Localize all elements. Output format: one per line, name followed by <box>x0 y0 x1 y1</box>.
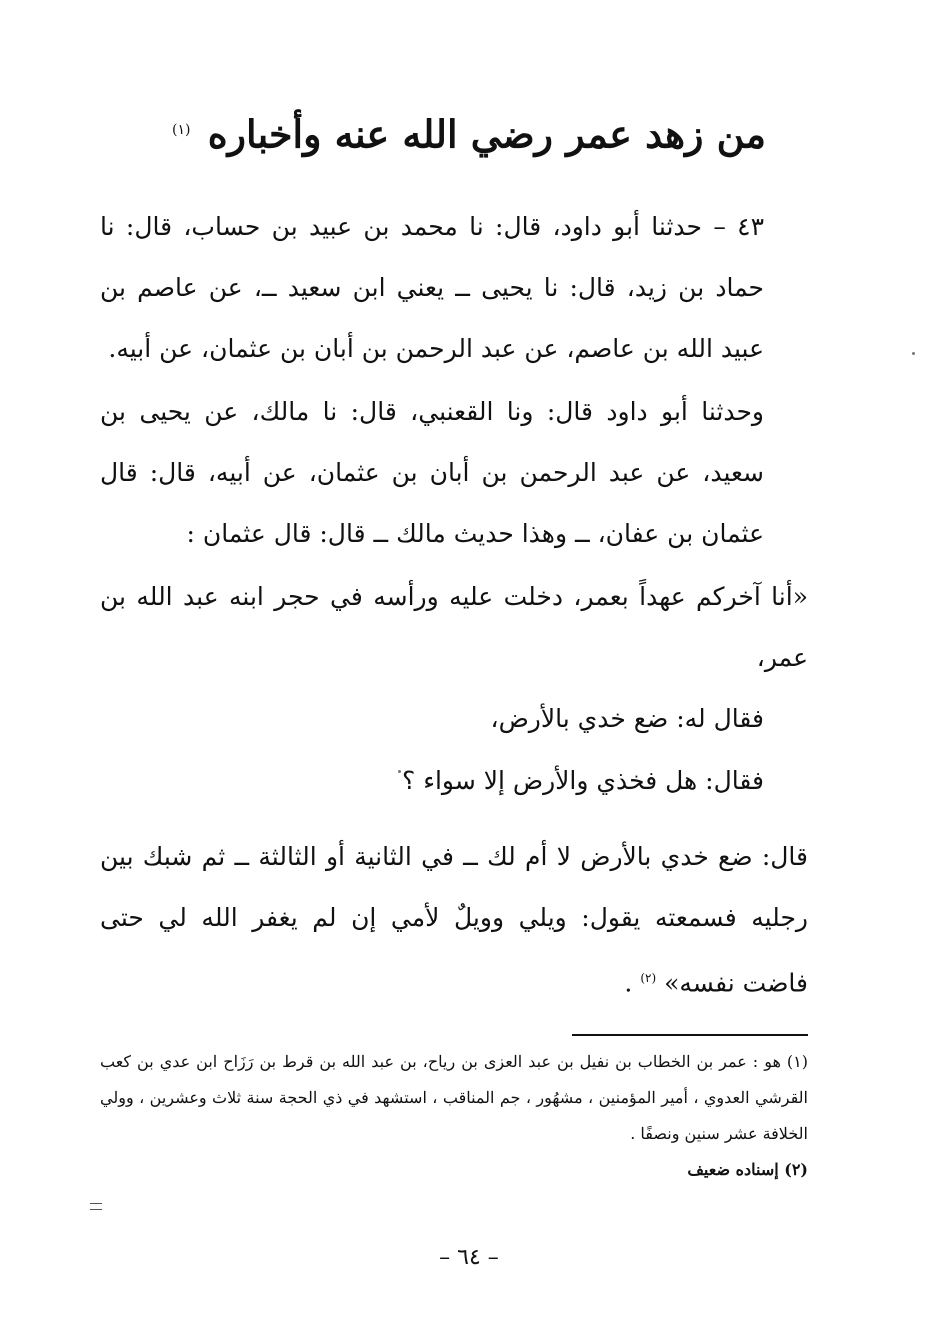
title-footnote-ref: (١) <box>172 122 191 138</box>
paragraph-footnote-ref: (٢) <box>640 971 657 985</box>
paragraph-isnad-2 <box>100 381 808 564</box>
paragraph-matn-2 <box>100 688 808 749</box>
paragraph-text: ٤٣ – حدثنا أبو داود، قال: نا محمد بن عبيد بن حساب، قال: نا حماد بن زيد، قال: نا يحيى ــ يعني ابن سعيد ــ، عن عاصم بن عبيد الله بن عاصم، عن عبد الرحمن بن أبان بن عثمان، عن أبيه. <box>100 212 764 363</box>
paragraph-text: وحدثنا أبو داود قال: ونا القعنبي، قال: نا مالك، عن يحيى بن سعيد، عن عبد الرحمن بن أبان بن عثمان، عن أبيه، قال: قال عثمان بن عفان، ــ وهذا حديث مالك ــ قال: قال عثمان : <box>100 397 764 548</box>
footnote-1: (١) هو : عمر بن الخطاب بن نفيل بن عبد العزى بن رياح، بن عبد الله بن قرط بن رَزَاح ابن عدي بن كعب القرشي العدوي ، أمير المؤمنين ، مشهُور ، جم المناقب ، استشهد في ذي الحجة سنة ثلاث وعشرين ، وولي الخلافة عشر سنين ونصفًا . <box>100 1052 808 1143</box>
paragraph-text: فقال: هل فخذي والأرض إلا سواء ؟ <box>402 766 764 795</box>
paragraph-matn-1 <box>100 566 808 688</box>
margin-mark <box>90 1203 102 1210</box>
paragraph-isnad-1 <box>100 196 808 379</box>
footnote-divider <box>572 1034 808 1036</box>
title-text: من زهد عمر رضي الله عنه وأخباره <box>207 111 766 157</box>
page-title <box>100 100 838 165</box>
page-number: – ٦٤ – <box>439 1245 499 1270</box>
scan-speck <box>398 770 401 773</box>
scan-speck <box>912 352 915 355</box>
paragraph-text <box>100 826 808 1013</box>
paragraph-end-mark: . <box>624 968 633 998</box>
footnote-2: (٢) إسناده ضعيف <box>687 1160 808 1179</box>
paragraph-text: «أنا آخركم عهداً بعمر، دخلت عليه ورأسه في حجر ابنه عبد الله بن عمر، <box>100 582 808 672</box>
paragraph-matn-3 <box>100 750 808 811</box>
paragraph-text: فقال له: ضع خدي بالأرض، <box>490 704 764 733</box>
paragraph-main-text: قال: ضع خدي بالأرض لا أم لك ــ في الثانية أو الثالثة ــ ثم شبك بين رجليه فسمعته يقول: ويلي وويلٌ لأمي إن لم يغفر الله لي حتى فاضت نفسه» <box>100 842 808 998</box>
paragraph-matn-4 <box>100 826 808 1013</box>
footnotes <box>100 1044 808 1188</box>
